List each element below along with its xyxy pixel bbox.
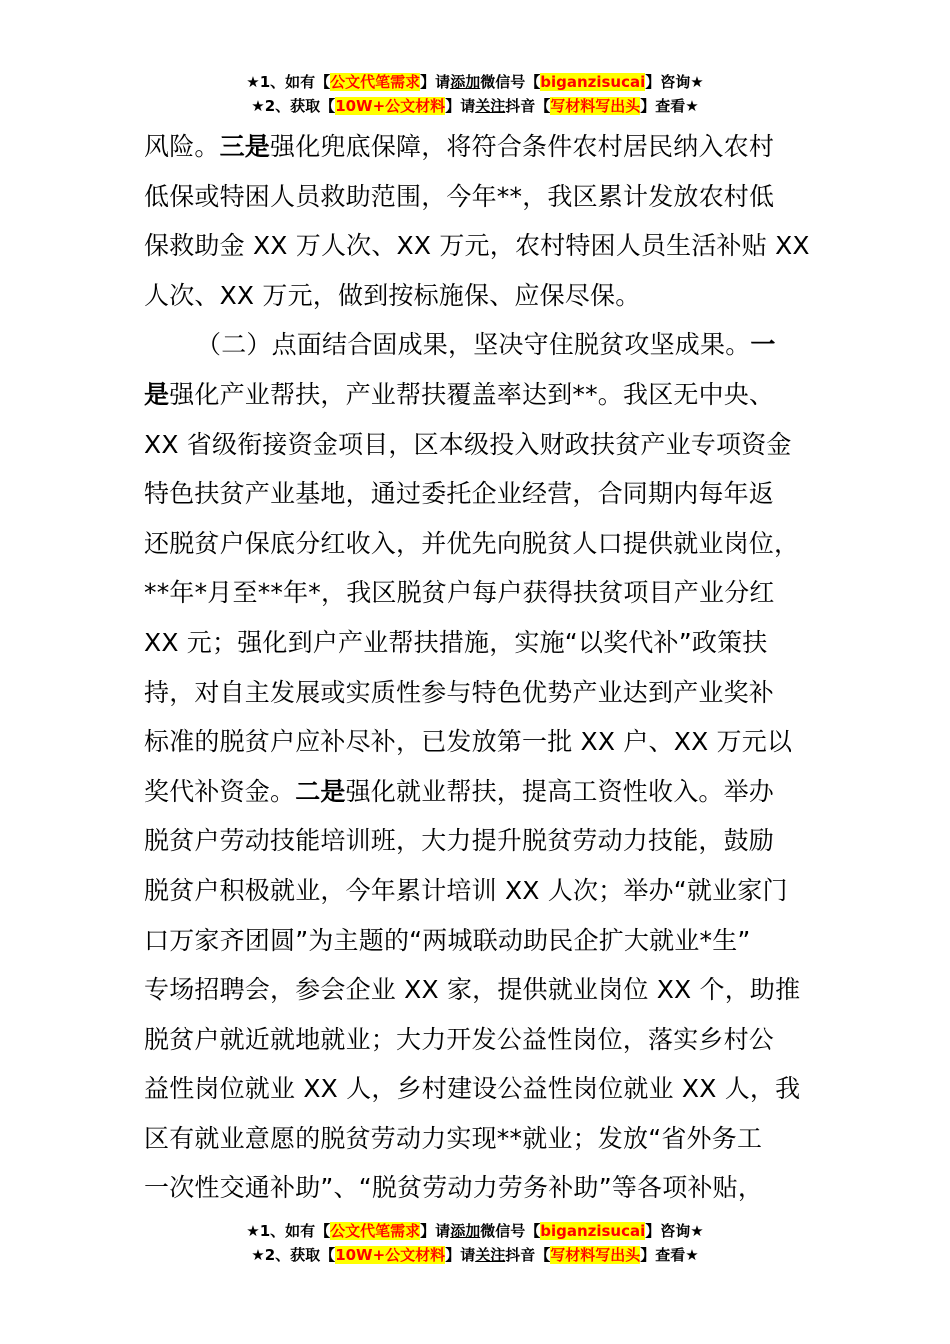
text-line: XX 省级衔接资金项目，区本级投入财政扶贫产业专项资金 [144,429,792,459]
text-run: 奖代补资金。 [144,776,296,806]
text-run: （二）点面结合固成果，坚决守住脱贫攻坚成果。 [196,330,751,360]
banner-highlight: 公文代笔需求 [330,73,421,91]
banner-text: ★2、获取【 [251,1246,336,1264]
banner-douyin-id: 写材料写出头 [550,97,641,115]
banner-line-2 [0,1243,950,1267]
banner-text: 微信号【 [480,73,541,91]
banner-text: 】咨询★ [645,1222,704,1240]
text-run: 强化兜底保障，将符合条件农村居民纳入农村 [270,132,775,161]
banner-highlight: 10W+公文材料 [335,1246,446,1264]
banner-text: 抖音【 [505,1246,551,1264]
text-line: 脱贫户劳动技能培训班，大力提升脱贫劳动力技能，鼓励 [144,826,775,856]
text-line: 还脱贫户保底分红收入，并优先向脱贫人口提供就业岗位， [144,528,800,558]
text-line: 特色扶贫产业基地，通过委托企业经营，合同期内每年返 [144,479,775,509]
text-line: 区有就业意愿的脱贫劳动力实现**就业；发放“省外务工 [144,1123,763,1153]
banner-douyin-id: 写材料写出头 [550,1246,641,1264]
banner-text: ★1、如有【 [246,1222,331,1240]
text-line: **年*月至**年*，我区脱贫户每户获得扶贫项目产业分红 [144,578,775,608]
text-run: 强化就业帮扶，提高工资性收入。举办 [345,776,775,806]
banner-wechat-id: biganzisucai [540,73,646,91]
banner-text: 】请 [445,1246,476,1264]
text-line: 脱贫户积极就业，今年累计培训 XX 人次；举办“就业家门 [144,875,788,905]
text-run: 风险。 [144,132,220,161]
banner-text: 】请 [445,97,476,115]
text-line [144,767,810,817]
banner-text: ★2、获取【 [251,97,336,115]
bold-lead: 三是 [219,132,271,161]
text-line: 口万家齐团圆”为主题的“两城联动助民企扩大就业*生” [144,925,751,955]
text-line: 标准的脱贫户应补尽补，已发放第一批 XX 户、XX 万元以 [144,727,793,757]
bold-lead: 二是 [295,776,346,806]
banner-line-1 [0,70,950,94]
banner-wechat-id: biganzisucai [540,1222,646,1240]
text-line: 持，对自主发展或实质性参与特色优势产业达到产业奖补 [144,677,775,707]
header-banner [0,70,950,118]
text-line [144,122,810,172]
text-run: 强化产业帮扶，产业帮扶覆盖率达到**。我区无中央、 [169,379,775,409]
banner-text: 】查看★ [640,97,699,115]
document-body [144,122,810,1213]
text-line: 益性岗位就业 XX 人，乡村建设公益性岗位就业 XX 人，我 [144,1074,801,1104]
bold-lead: 一 [750,330,776,360]
banner-underline: 添加 [450,73,481,91]
banner-underline: 添加 [450,1222,481,1240]
text-line: 专场招聘会，参会企业 XX 家，提供就业岗位 XX 个，助推 [144,975,801,1005]
text-line: 低保或特困人员救助范围，今年**，我区累计发放农村低 [144,181,775,211]
section-heading-line [144,320,810,370]
banner-text: 】咨询★ [645,73,704,91]
banner-text: 】请 [420,73,451,91]
banner-text: 】查看★ [640,1246,699,1264]
banner-text: 】请 [420,1222,451,1240]
text-line: 保救助金 XX 万人次、XX 万元，农村特困人员生活补贴 XX [144,231,810,261]
banner-line-1 [0,1219,950,1243]
banner-line-2 [0,94,950,118]
banner-text: 微信号【 [480,1222,541,1240]
text-line: XX 元；强化到户产业帮扶措施，实施“以奖代补”政策扶 [144,627,768,657]
banner-underline: 关注 [475,1246,506,1264]
bold-lead: 是 [144,379,170,409]
banner-underline: 关注 [475,97,506,115]
banner-text: ★1、如有【 [246,73,331,91]
text-line: 一次性交通补助”、“脱贫劳动力劳务补助”等各项补贴， [144,1173,764,1203]
text-line: 脱贫户就近就地就业；大力开发公益性岗位，落实乡村公 [144,1024,775,1054]
banner-highlight: 公文代笔需求 [330,1222,421,1240]
footer-banner [0,1219,950,1267]
banner-highlight: 10W+公文材料 [335,97,446,115]
text-line: 人次、XX 万元，做到按标施保、应保尽保。 [144,280,641,310]
text-line [144,370,810,420]
banner-text: 抖音【 [505,97,551,115]
